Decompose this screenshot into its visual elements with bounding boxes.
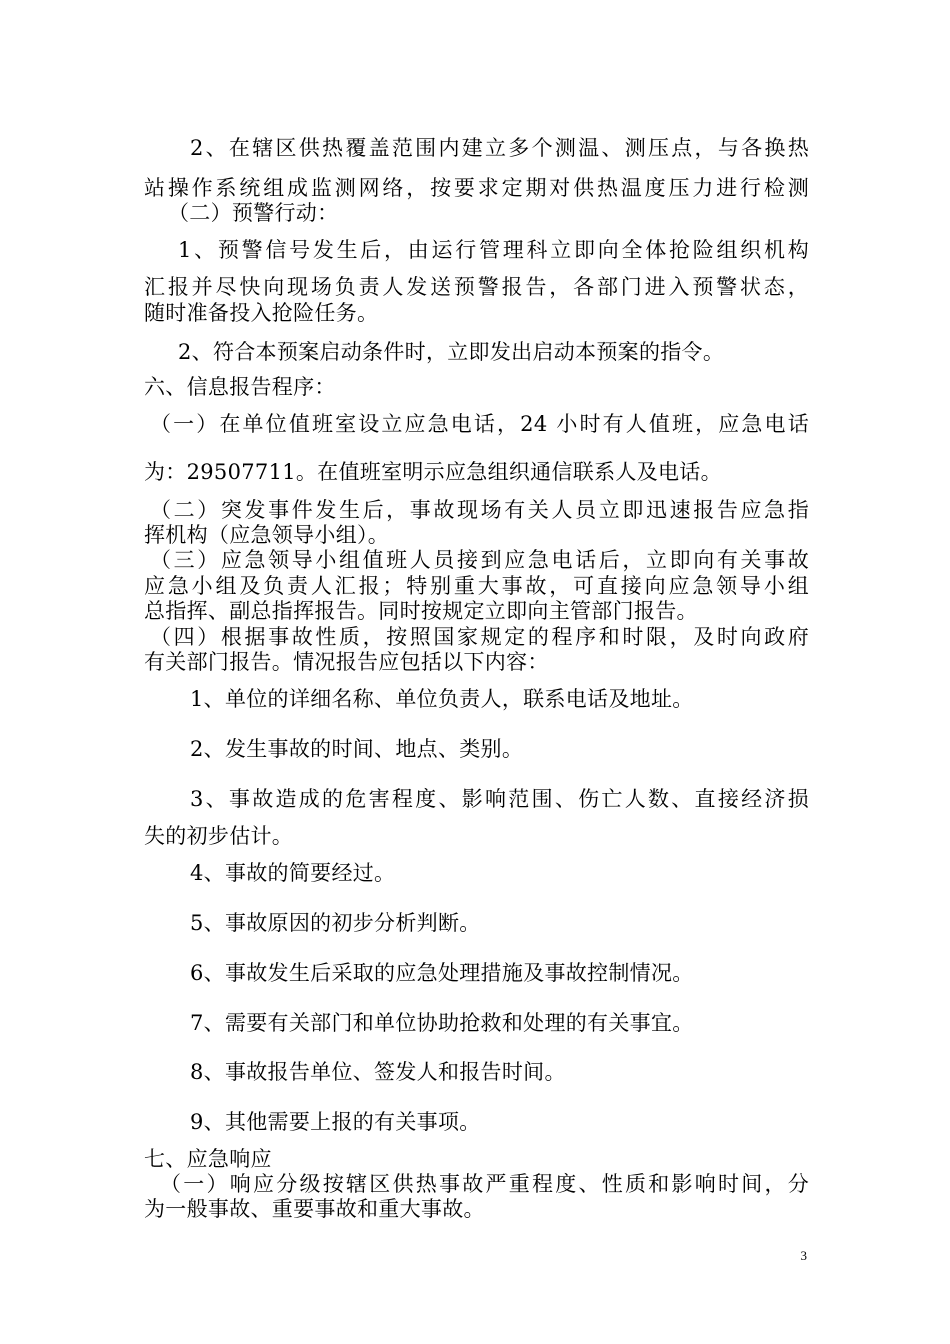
list-item: 1、单位的详细名称、单位负责人，联系电话及地址。 xyxy=(190,687,694,711)
list-item: 3、事故造成的危害程度、影响范围、伤亡人数、直接经济损 xyxy=(190,787,809,811)
paragraph-line: 挥机构（应急领导小组）。 xyxy=(144,523,390,547)
paragraph-line: （一）在单位值班室设立应急电话，24 小时有人值班，应急电话 xyxy=(150,412,809,436)
paragraph-line: （二）突发事件发生后，事故现场有关人员立即迅速报告应急指 xyxy=(150,498,809,522)
paragraph-line: 站操作系统组成监测网络，按要求定期对供热温度压力进行检测 xyxy=(144,176,809,200)
list-item: 4、事故的简要经过。 xyxy=(190,861,396,885)
list-item: 5、事故原因的初步分析判断。 xyxy=(190,911,481,935)
paragraph-line: 为一般事故、重要事故和重大事故。 xyxy=(144,1197,485,1221)
paragraph-line: （三）应急领导小组值班人员接到应急电话后，立即向有关事故 xyxy=(150,548,809,572)
paragraph-line: 汇报并尽快向现场负责人发送预警报告，各部门进入预警状态， xyxy=(144,275,809,299)
section-heading: 七、应急响应 xyxy=(144,1147,272,1171)
section-heading: 六、信息报告程序： xyxy=(144,375,336,399)
list-item: 9、其他需要上报的有关事项。 xyxy=(190,1110,481,1134)
paragraph-line: （一）响应分级按辖区供热事故严重程度、性质和影响时间，分 xyxy=(160,1172,809,1196)
list-item: 8、事故报告单位、签发人和报告时间。 xyxy=(190,1060,566,1084)
paragraph-line: 2、符合本预案启动条件时，立即发出启动本预案的指令。 xyxy=(178,340,725,364)
paragraph-line: 1、预警信号发生后，由运行管理科立即向全体抢险组织机构 xyxy=(178,238,809,262)
paragraph-line: 有关部门报告。情况报告应包括以下内容： xyxy=(144,650,549,674)
list-item: 6、事故发生后采取的应急处理措施及事故控制情况。 xyxy=(190,961,694,985)
page-number: 3 xyxy=(800,1248,807,1263)
paragraph-line: 失的初步估计。 xyxy=(144,824,294,848)
paragraph-line: 总指挥、副总指挥报告。同时按规定立即向主管部门报告。 xyxy=(144,599,698,623)
list-item: 7、需要有关部门和单位协助抢救和处理的有关事宜。 xyxy=(190,1011,694,1035)
list-item: 2、发生事故的时间、地点、类别。 xyxy=(190,737,524,761)
paragraph-line: （四）根据事故性质，按照国家规定的程序和时限，及时向政府 xyxy=(150,625,809,649)
paragraph-line: 2、在辖区供热覆盖范围内建立多个测温、测压点，与各换热 xyxy=(190,136,809,160)
section-heading: （二）预警行动： xyxy=(168,201,339,225)
paragraph-line: 为：29507711。在值班室明示应急组织通信联系人及电话。 xyxy=(144,460,722,484)
paragraph-line: 随时准备投入抢险任务。 xyxy=(144,301,379,325)
paragraph-line: 应急小组及负责人汇报；特别重大事故，可直接向应急领导小组 xyxy=(144,574,809,598)
